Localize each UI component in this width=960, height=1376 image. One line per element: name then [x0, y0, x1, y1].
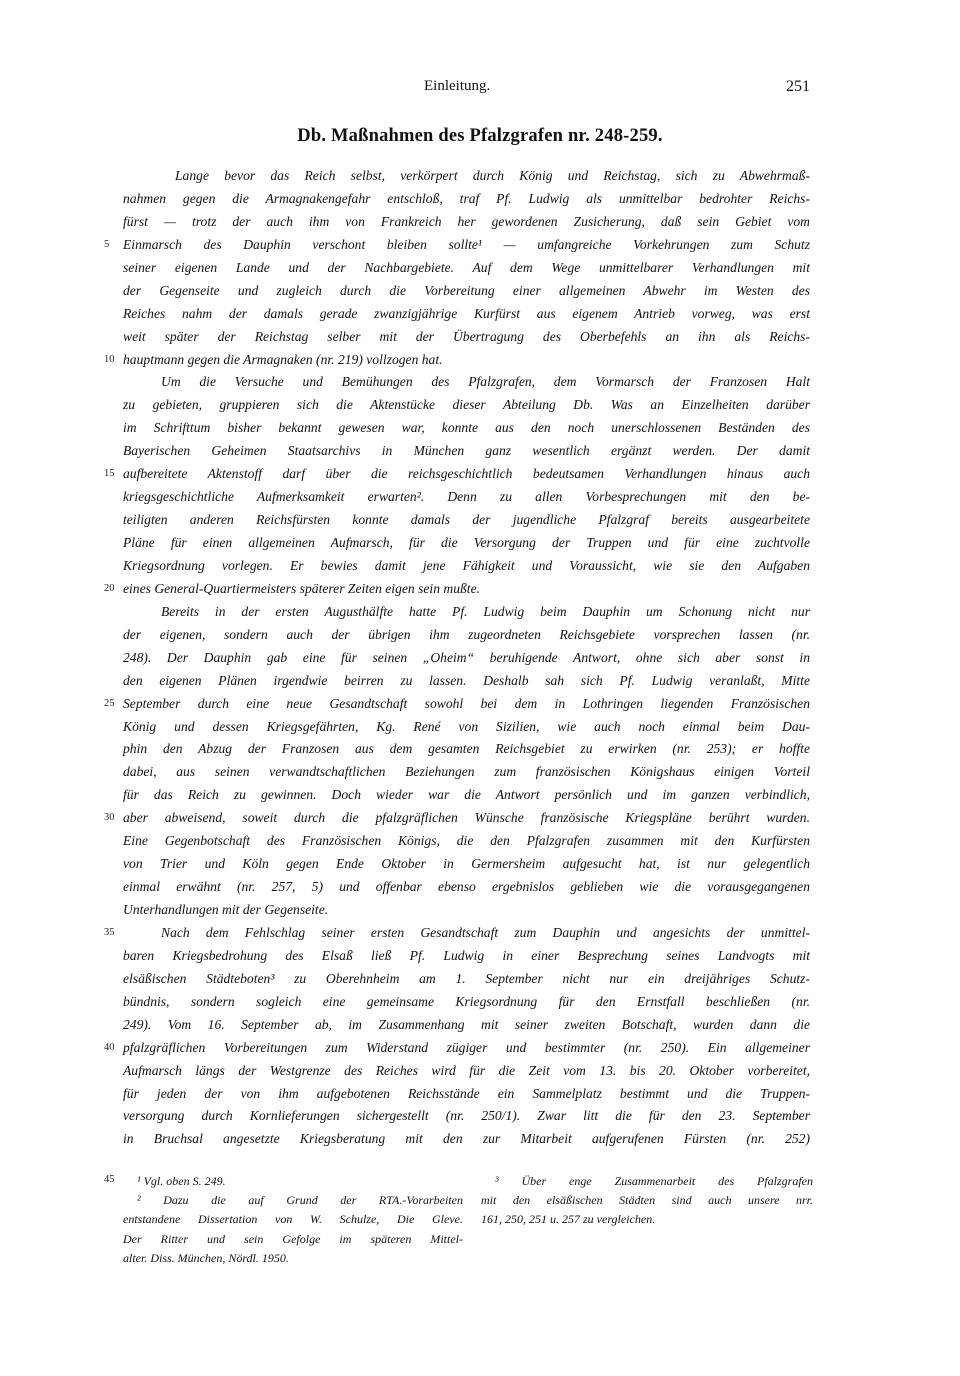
text-line: im Schrifttum bisher bekannt gewesen war, konnte aus den noch unerschlossenen Beständen des — [123, 420, 810, 436]
text-line-numbered — [104, 463, 810, 486]
text-line: Kriegsordnung vorlegen. Er bewies damit jene Fähigkeit und Voraussicht, wie sie den Aufgaben — [123, 557, 810, 573]
text-line: Um die Versuche und Bemühungen des Pfalzgrafen, dem Vormarsch der Franzosen Halt — [161, 374, 810, 390]
text-line: pfalzgräflichen Vorbereitungen zum Widerstand zügiger und bestimmter (nr. 250). Ein allgemeiner — [123, 1039, 810, 1055]
body-text — [104, 165, 810, 1151]
footnotes-right-column — [481, 1172, 813, 1230]
text-line: aber abweisend, soweit durch die pfalzgräflichen Wünsche französische Kriegspläne berührt wurden. — [123, 810, 810, 826]
footnote-3: ³ Über enge Zusammenarbeit des Pfalzgrafen — [495, 1174, 813, 1188]
text-line-numbered — [104, 234, 810, 257]
text-line: 249). Vom 16. September ab, im Zusammenhang mit seiner zweiten Botschaft, wurden dann die — [123, 1016, 810, 1032]
footnote-2: ² Dazu die auf Grund der RTA.-Vorarbeiten — [137, 1193, 463, 1208]
text-line: fürst — trotz der auch ihm von Frankreich her gewordenen Zusicherung, daß sein Gebiet vom — [123, 213, 810, 229]
text-line: zu gebieten, gruppieren sich die Aktenstücke dieser Abteilung Db. Was an Einzelheiten darüber — [123, 397, 810, 413]
text-line: seiner eigenen Lande und der Nachbargebiete. Auf dem Wege unmittelbarer Verhandlungen mit — [123, 259, 810, 275]
line-number: 5 — [104, 238, 110, 250]
text-line: Bereits in der ersten Augusthälfte hatte Pf. Ludwig beim Dauphin um Schonung nicht nur — [161, 603, 810, 619]
line-number: 25 — [104, 697, 115, 709]
text-line: der eigenen, sondern auch der übrigen ihm zugeordneten Reichsgebiete vorsprechen lassen (nr. — [123, 626, 810, 642]
line-number: 40 — [104, 1041, 115, 1053]
text-line: Reiches nahm der damals gerade zwanzigjährige Kurfürst aus eigenem Antrieb vorweg, was erst — [123, 305, 810, 321]
text-line-numbered — [104, 693, 810, 716]
text-line: eines General-Quartiermeisters späterer Zeiten eigen sein mußte. — [123, 580, 481, 596]
text-line: für jeden der von ihm aufgebotenen Reichsstände ein Sammelplatz bestimmt und die Truppen- — [123, 1085, 810, 1101]
text-line: teiligten anderen Reichsfürsten konnte damals der jugendliche Pfalzgraf bereits ausgearbeitete — [123, 512, 810, 528]
text-line-numbered — [104, 922, 810, 945]
text-line: Eine Gegenbotschaft des Französischen Königs, die den Pfalzgrafen zusammen mit den Kurfürsten — [123, 833, 810, 849]
line-number: 30 — [104, 812, 115, 824]
section-title: Db. Maßnahmen des Pfalzgrafen nr. 248-259. — [297, 126, 663, 146]
text-line: dabei, aus seinen verwandtschaftlichen Beziehungen zum französischen Königshaus einigen Vorteil — [123, 764, 810, 780]
running-head — [0, 78, 960, 98]
text-line: Unterhandlungen mit der Gegenseite. — [123, 902, 329, 917]
text-line: Pläne für einen allgemeinen Aufmarsch, für die Versorgung der Truppen und für eine zuchtvolle — [123, 535, 810, 550]
line-number: 20 — [104, 582, 115, 594]
text-line: phin den Abzug der Franzosen aus dem gesamten Reichsgebiet zu erwirken (nr. 253); er hoffte — [123, 741, 810, 757]
text-line: Bayerischen Geheimen Staatsarchivs in München ganz wesentlich ergänzt werden. Der damit — [123, 443, 810, 459]
text-line: in Bruchsal angesetzte Kriegsberatung mit den zur Mitarbeit aufgerufenen Fürsten (nr. 252) — [123, 1131, 810, 1147]
text-line-numbered — [104, 1037, 810, 1060]
text-line: 248). Der Dauphin gab eine für seinen „Oheim“ beruhigende Antwort, ohne sich aber sonst in — [123, 649, 810, 665]
text-line: Aufmarsch längs der Westgrenze des Reiches wird für die Zeit vom 13. bis 20. Oktober vorbereitet, — [123, 1062, 810, 1078]
running-head-title: Einleitung. — [424, 78, 491, 94]
text-line: versorgung durch Kornlieferungen sichergestellt (nr. 250/1). Zwar litt die für den 23. September — [123, 1108, 810, 1124]
footnotes — [104, 1172, 813, 1272]
line-number: 15 — [104, 468, 115, 480]
text-line: Einmarsch des Dauphin verschont bleiben sollte¹ — umfangreiche Vorkehrungen zum Schutz — [123, 236, 810, 252]
text-line: September durch eine neue Gesandtschaft sowohl bei dem in Lothringen liegenden Französischen — [123, 695, 810, 711]
text-line: König und dessen Kriegsgefährten, Kg. René von Sizilien, wie auch noch einmal beim Dau- — [123, 718, 810, 734]
footnotes-left-column — [123, 1172, 463, 1268]
line-number: 35 — [104, 926, 115, 938]
page-number: 251 — [786, 78, 810, 95]
text-line: nahmen gegen die Armagnakengefahr entschloß, traf Pf. Ludwig als unmittelbar bedrohter Reichs- — [123, 190, 810, 206]
text-line: elsäßischen Städteboten³ zu Oberehnheim am 1. September nicht nur ein dreijähriges Schutz- — [123, 970, 810, 986]
text-line: aufbereitete Aktenstoff darf über die reichsgeschichtlich bedeutsamen Verhandlungen hinaus auch — [123, 466, 810, 482]
text-line: hauptmann gegen die Armagnaken (nr. 219) vollzogen hat. — [123, 351, 443, 367]
footnote-3-cont: mit den elsäßischen Städten sind auch unsere nrr. — [481, 1193, 813, 1208]
footnote-1: ¹ Vgl. oben S. 249. — [137, 1174, 226, 1188]
text-line: Lange bevor das Reich selbst, verkörpert durch König und Reichstag, sich zu Abwehrmaß- — [175, 168, 810, 183]
text-line-numbered — [104, 807, 810, 830]
footnote-2-cont: entstandene Dissertation von W. Schulze, Die Gleve. — [123, 1212, 463, 1227]
footnote-2-cont: alter. Diss. München, Nördl. 1950. — [123, 1250, 289, 1265]
text-line-numbered — [104, 349, 810, 372]
text-line: Nach dem Fehlschlag seiner ersten Gesandtschaft zum Dauphin und angesichts der unmittel- — [161, 924, 810, 940]
text-line: weit später der Reichstag selber mit der Übertragung des Oberbefehls an ihn als Reichs- — [123, 328, 810, 344]
text-line: bündnis, sondern sogleich eine gemeinsame Kriegsordnung für den Ernstfall beschließen (nr. — [123, 993, 810, 1009]
text-line: einmal erwähnt (nr. 257, 5) und offenbar ebenso ergebnislos geblieben wie die vorausgegangenen — [123, 879, 810, 895]
footnote-2-cont: Der Ritter und sein Gefolge im späteren Mittel- — [123, 1231, 463, 1246]
text-line: kriegsgeschichtliche Aufmerksamkeit erwarten². Denn zu allen Vorbesprechungen mit den be- — [123, 489, 810, 505]
line-number: 45 — [104, 1174, 115, 1185]
text-line: baren Kriegsbedrohung des Elsaß ließ Pf. Ludwig in einer Besprechung seines Landvogts mit — [123, 947, 810, 963]
text-line: den eigenen Plänen irgendwie beirren zu lassen. Deshalb sah sich Pf. Ludwig veranlaßt, Mitte — [123, 672, 810, 688]
footnote-3-cont: 161, 250, 251 u. 257 zu vergleichen. — [481, 1212, 656, 1227]
text-line: von Trier und Köln gegen Ende Oktober in Germersheim aufgesucht hat, ist nur gelegentlich — [123, 856, 810, 872]
text-line: für das Reich zu gewinnen. Doch wieder war die Antwort persönlich und im ganzen verbindlich, — [123, 787, 810, 803]
line-number: 10 — [104, 353, 115, 365]
text-line: der Gegenseite und zugleich durch die Vorbereitung einer allgemeinen Abwehr im Westen des — [123, 282, 810, 298]
text-line-numbered — [104, 578, 810, 601]
